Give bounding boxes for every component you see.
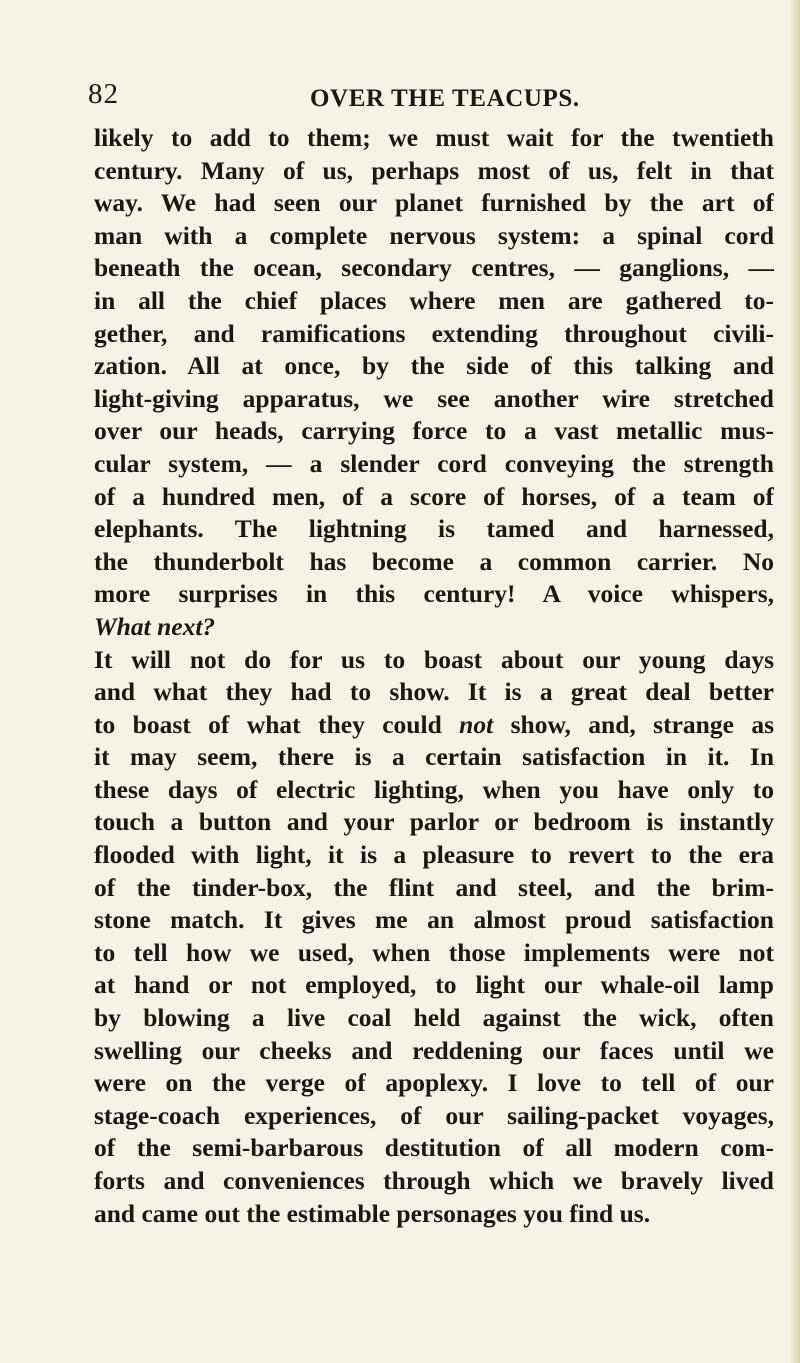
text-line: swelling our cheeks and reddening our faces until we (94, 1035, 774, 1065)
text-line: of a hundred men, of a score of horses, of a team of (94, 481, 774, 511)
text-line: to tell how we used, when those implements were not (94, 937, 774, 967)
page-number: 82 (88, 78, 119, 110)
text-line: century. Many of us, perhaps most of us, felt in that (94, 155, 774, 185)
text-line: and came out the estimable personages you find us. (94, 1198, 651, 1228)
page-edge-shadow (790, 0, 800, 1363)
text-line: man with a complete nervous system: a spinal cord (94, 220, 774, 250)
text-line: more surprises in this century! A voice whispers, (94, 579, 774, 609)
text-line: it may seem, there is a certain satisfaction in it. In (94, 742, 774, 772)
text-line: touch a button and your parlor or bedroom is instantly (94, 807, 774, 837)
text-line: forts and conveniences through which we bravely lived (94, 1166, 774, 1195)
text-line: in all the chief places where men are gathered to- (94, 285, 774, 315)
text-line: stage-coach experiences, of our sailing-packet voyages, (94, 1100, 774, 1130)
text-line: over our heads, carrying force to a vast metallic mus- (94, 416, 774, 446)
text-line: by blowing a live coal held against the wick, often (94, 1003, 774, 1033)
text-line: the thunderbolt has become a common carrier. No (94, 546, 774, 576)
text-line-italic: What next? (94, 611, 216, 641)
text-line: light-giving apparatus, we see another wire stretched (94, 383, 774, 413)
text-line: of the tinder-box, the flint and steel, and the brim- (94, 872, 774, 902)
text-line: zation. All at once, by the side of this talking and (94, 351, 774, 381)
text-line: likely to add to them; we must wait for the twentieth (94, 123, 774, 152)
text-line: were on the verge of apoplexy. I love to tell of our (94, 1068, 774, 1098)
text-line: flooded with light, it is a pleasure to revert to the era (94, 840, 774, 870)
text-line: gether, and ramifications extending throughout civili- (94, 318, 774, 348)
text-line: beneath the ocean, secondary centres, — ganglions, — (94, 253, 774, 283)
text-line: way. We had seen our planet furnished by the art of (94, 188, 774, 218)
text-line: of the semi-barbarous destitution of all modern com- (94, 1133, 774, 1163)
text-line: at hand or not employed, to light our whale-oil lamp (94, 970, 774, 1000)
running-title: OVER THE TEACUPS. (310, 85, 580, 112)
text-line: these days of electric lighting, when you have only to (94, 774, 774, 804)
emphasis-not: not (459, 709, 494, 739)
body-text (94, 122, 774, 1230)
text-line: and what they had to show. It is a great deal better (94, 677, 774, 707)
text-line: cular system, — a slender cord conveying the strength (94, 448, 774, 478)
text-line: to boast of what they could not show, and, strange as (94, 709, 774, 739)
text-line: It will not do for us to boast about our young days (94, 644, 774, 674)
text-line: elephants. The lightning is tamed and harnessed, (94, 514, 774, 544)
text-line: stone match. It gives me an almost proud satisfaction (94, 905, 774, 935)
